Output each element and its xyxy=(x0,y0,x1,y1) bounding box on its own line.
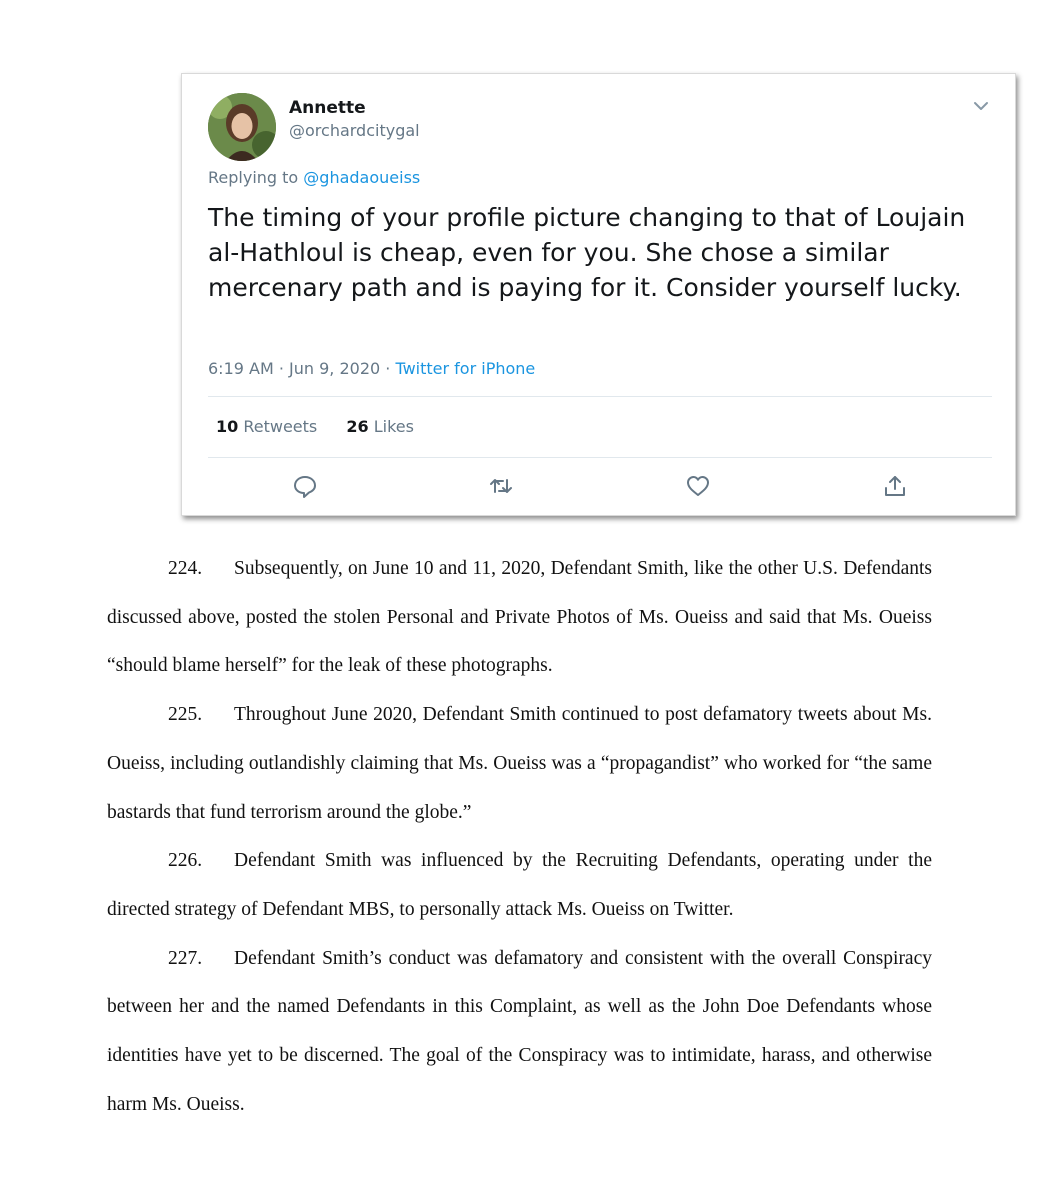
reply-mention-link[interactable]: @ghadaoueiss xyxy=(303,168,421,187)
divider xyxy=(208,396,992,397)
tweet-meta xyxy=(208,359,535,378)
chevron-down-icon[interactable] xyxy=(972,98,990,112)
paragraph-number: 225. xyxy=(168,704,203,726)
retweets-count: 10 xyxy=(216,417,239,436)
tweet-timestamp[interactable]: 6:19 AM · Jun 9, 2020 · xyxy=(208,359,391,378)
divider xyxy=(208,457,992,458)
likes-label: Likes xyxy=(373,417,414,436)
complaint-body xyxy=(107,545,932,1129)
retweets-stat[interactable] xyxy=(216,417,322,436)
tweet-stats xyxy=(216,417,438,436)
embedded-tweet xyxy=(181,73,1016,516)
paragraph-number: 224. xyxy=(168,558,203,579)
paragraph-text: Defendant Smith was influenced by the Recruiting Defendants, operating under the directed strategy of Defendant MBS, to personally attack Ms. Oueiss on Twitter. xyxy=(107,850,932,920)
heart-icon[interactable] xyxy=(685,473,711,499)
author-name[interactable]: Annette xyxy=(289,98,366,118)
paragraph-text: Subsequently, on June 10 and 11, 2020, Defendant Smith, like the other U.S. Defendants discussed above, posted the stolen Personal and Private Photos of Ms. Oueiss and said that Ms. Oueiss “should blame herself” for the leak of these photographs. xyxy=(107,558,932,677)
likes-stat[interactable] xyxy=(346,417,414,436)
paragraph-226 xyxy=(107,837,932,934)
retweets-label: Retweets xyxy=(243,417,318,436)
paragraph-227 xyxy=(107,935,932,1130)
likes-count: 26 xyxy=(346,417,369,436)
tweet-text: The timing of your profile picture changing to that of Loujain al-Hathloul is cheap, even for you. She chose a similar mercenary path and is paying for it. Consider yourself lucky. xyxy=(208,203,966,302)
reply-prefix: Replying to xyxy=(208,168,299,187)
paragraph-number: 226. xyxy=(168,850,203,872)
share-icon[interactable] xyxy=(882,473,908,499)
retweet-icon[interactable] xyxy=(488,473,514,499)
paragraph-224 xyxy=(107,545,932,691)
paragraph-text: Throughout June 2020, Defendant Smith continued to post defamatory tweets about Ms. Oueiss, including outlandishly claiming that Ms. Oueiss was a “propagandist” who worked for “the same bastards that fund terrorism around the globe.” xyxy=(107,704,932,823)
paragraph-number: 227. xyxy=(168,947,203,969)
paragraph-text: Defendant Smith’s conduct was defamatory and consistent with the overall Conspiracy between her and the named Defendants in this Complaint, as well as the John Doe Defendants whose identities have yet to be discerned. The goal of the Conspiracy was to intimidate, harass, and otherwise harm Ms. Oueiss. xyxy=(107,947,932,1115)
avatar[interactable] xyxy=(208,93,276,161)
reply-icon[interactable] xyxy=(292,473,318,499)
paragraph-225 xyxy=(107,691,932,837)
reply-context xyxy=(208,168,420,187)
tweet-source-link[interactable]: Twitter for iPhone xyxy=(395,359,536,378)
author-handle[interactable]: @orchardcitygal xyxy=(289,121,420,140)
